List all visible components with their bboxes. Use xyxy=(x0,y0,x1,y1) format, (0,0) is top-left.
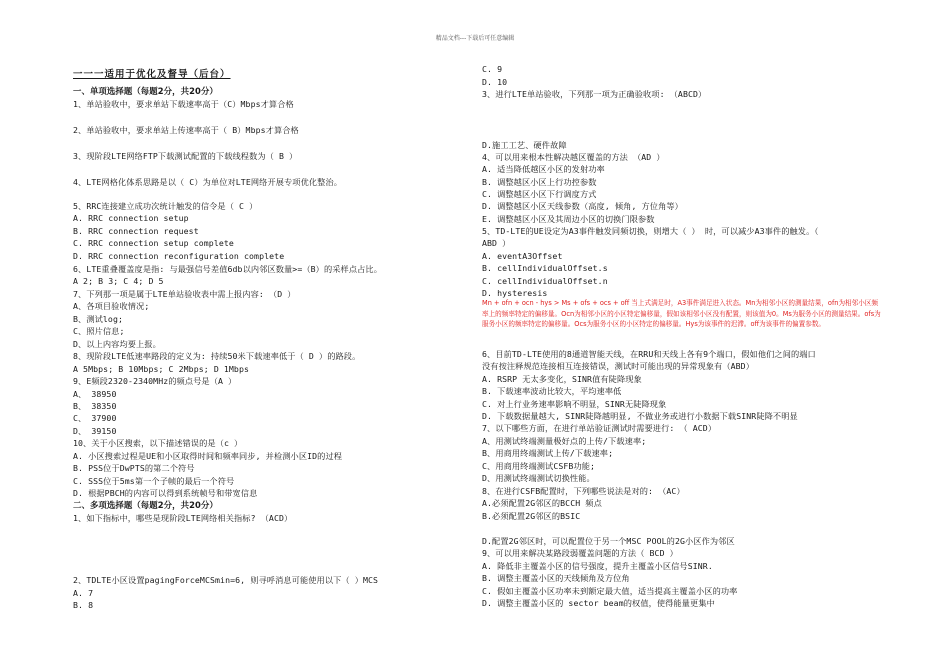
option-text: C. 调整越区小区下行调度方式 xyxy=(482,189,597,199)
option-text: D. 根据PBCH的内容可以得到系统帧号和带宽信息 xyxy=(73,488,258,498)
document-title: 一一一适用于优化及督导（后台） xyxy=(73,69,231,80)
option-text: D.配置2G邻区时，可以配置位于另一个MSC POOL的2G小区作为邻区 xyxy=(482,536,735,546)
option-text: A.必须配置2G邻区的BCCH 频点 xyxy=(482,498,602,508)
option-text: D、以上内容均要上报。 xyxy=(73,339,161,349)
question-text: 4、可以用来根本性解决越区覆盖的方法 （AD ） xyxy=(482,152,665,162)
option-text: B. 调整越区小区上行功控参数 xyxy=(482,177,597,187)
question-text: 8、现阶段LTE低速率路段的定义为: 持续50米下载速率低于（ D ）的路段。 xyxy=(73,351,361,361)
option-text: B. 8 xyxy=(73,600,94,610)
question-text: 7、以下哪些方面，在进行单站验证测试时需要进行: （ ACD） xyxy=(482,423,717,433)
option-text: D. 调整主覆盖小区的 sector beam的权值，使得能量更集中 xyxy=(482,598,715,608)
option-text: C. 对上行业务速率影响不明显，SINR无陡降现象 xyxy=(482,399,667,409)
question-text: 8、在进行CSFB配置时，下列哪些说法是对的: （AC） xyxy=(482,486,685,496)
question-text: 9、E频段2320-2340MHz的频点号是（A ） xyxy=(73,376,237,386)
option-text: B. cellIndividualOffset.s xyxy=(482,263,608,273)
option-text: C. 9 xyxy=(482,64,503,74)
option-text: A、 38950 xyxy=(73,389,117,399)
option-text: D. 调整越区小区天线参数（高度, 倾角, 方位角等） xyxy=(482,201,683,211)
question-text: 1、单站验收中，要求单站下载速率高于（C）Mbps才算合格 xyxy=(73,99,294,109)
option-text: B. 调整主覆盖小区的天线倾角及方位角 xyxy=(482,573,630,583)
question-text: 3、现阶段LTE网络FTP下载测试配置的下载线程数为（ B ） xyxy=(73,151,298,161)
option-text: D. 10 xyxy=(482,77,508,87)
answer-text: ABD ） xyxy=(482,238,511,248)
option-text: A. 适当降低越区小区的发射功率 xyxy=(482,164,605,174)
option-text: D. 下载数据量越大, SINR陡降越明显, 不做业务或进行小数据下载SINR陡降不明显 xyxy=(482,411,798,421)
question-text: 4、LTE网格化体系思路是以（ C）为单位对LTE网络开展专项优化整治。 xyxy=(73,177,343,187)
option-text: C、 37900 xyxy=(73,413,117,423)
option-text: A. 7 xyxy=(73,588,94,598)
option-text: A、各项目验收情况; xyxy=(73,301,150,311)
option-text: B. PSS位于DwPTS的第二个符号 xyxy=(73,463,195,473)
option-text: C、照片信息; xyxy=(73,326,125,336)
option-text: C. cellIndividualOffset.n xyxy=(482,276,608,286)
option-text: B. RRC connection request xyxy=(73,226,199,236)
section-heading: 二、多项选择题（每题2分，共20分） xyxy=(73,500,218,510)
option-text: A 2; B 3; C 4; D 5 xyxy=(73,276,164,286)
question-text: 5、TD-LTE的UE设定为A3事件触发同频切换，则增大（ ） 时，可以减少A3事件的触发。（ xyxy=(482,226,819,236)
option-text: D、用测试终端测试切换性能。 xyxy=(482,473,595,483)
option-text: E. 调整越区小区及其周边小区的切换门限参数 xyxy=(482,214,655,224)
option-text: D. hysteresis xyxy=(482,288,548,298)
option-text: B.必须配置2G邻区的BSIC xyxy=(482,511,581,521)
option-text: D. RRC connection reconfiguration complete xyxy=(73,251,285,261)
question-text: 3、进行LTE单站验收，下列那一项为正确验收项: （ABCD） xyxy=(482,89,707,99)
option-text: A. eventA3Offset xyxy=(482,251,563,261)
option-text: B、测试log; xyxy=(73,314,124,324)
option-text: B、 38350 xyxy=(73,401,117,411)
option-text: A. 小区搜索过程是UE和小区取得时间和频率同步, 并检测小区ID的过程 xyxy=(73,451,343,461)
question-text: 1、如下指标中，哪些是现阶段LTE网络相关指标? （ACD） xyxy=(73,513,293,523)
question-text: 7、下列那一项是属于LTE单站验收表中需上报内容: （D ） xyxy=(73,289,296,299)
option-text: A. 降低非主覆盖小区的信号强度，提升主覆盖小区信号SINR. xyxy=(482,561,713,571)
option-text: D.施工工艺、硬件故障 xyxy=(482,140,567,150)
question-text: 2、单站验收中，要求单站上传速率高于（ B）Mbps才算合格 xyxy=(73,125,299,135)
option-text: B、用商用终端测试上传/下载速率; xyxy=(482,448,614,458)
option-text: A. RRC connection setup xyxy=(73,213,189,223)
question-text: 没有按注释规范连接相互连接错误，测试时可能出现的异常现象有（ABD） xyxy=(482,361,755,371)
section-heading: 一、单项选择题（每题2分，共20分） xyxy=(73,86,218,96)
option-text: D、 39150 xyxy=(73,426,117,436)
question-text: 10、关于小区搜索，以下描述错误的是（c ） xyxy=(73,438,243,448)
question-text: 6、目前TD-LTE使用的8通道智能天线，在RRU和天线上各有9个端口，假如他们之间的端口 xyxy=(482,349,816,359)
question-text: 9、可以用来解决某路段弱覆盖问题的方法（ BCD ） xyxy=(482,548,678,558)
question-text: 5、RRC连接建立成功次统计触发的信令是（ C ） xyxy=(73,201,258,211)
option-text: C. 假如主覆盖小区功率未到额定最大值，适当提高主覆盖小区的功率 xyxy=(482,586,738,596)
option-text: A 5Mbps; B 10Mbps; C 2Mbps; D 1Mbps xyxy=(73,364,250,374)
option-text: A、用测试终端测量极好点的上传/下载速率; xyxy=(482,436,647,446)
option-text: C. SSS位于5ms第一个子帧的最后一个符号 xyxy=(73,476,235,486)
header-note: 精品文档---下载后可任意编辑 xyxy=(435,35,515,42)
explanation-note: Mn + ofn + ocn - hys > Ms + ofs + ocs + off 当上式满足时，A3事件满足进入状态。Mn为相邻小区的测量结果，ofn为相邻小区频率上的频率特定的偏移量。Ocn为相邻小区的小区特定偏移量，假如该相邻小区没有配置，则该值为0。Ms为服务小区的测量结果。ofs为服务小区的频率特定的偏移量。Ocs为服务小区的小区特定的偏移量。Hys为该事件的迟滞。off为该事件的偏置参数。 xyxy=(482,299,881,329)
question-text: 6、LTE重叠覆盖度是指: 与最强信号差值6db以内邻区数量>=（B）的采样点占比。 xyxy=(73,264,382,274)
option-text: C、用商用终端测试CSFB功能; xyxy=(482,461,596,471)
option-text: C. RRC connection setup complete xyxy=(73,238,234,248)
option-text: B. 下载速率波动比较大，平均速率低 xyxy=(482,386,622,396)
question-text: 2、TDLTE小区设置pagingForceMCSmin=6, 则寻呼消息可能使用以下（ ）MCS xyxy=(73,575,379,585)
option-text: A. RSRP 无太多变化，SINR值有陡降现象 xyxy=(482,374,642,384)
